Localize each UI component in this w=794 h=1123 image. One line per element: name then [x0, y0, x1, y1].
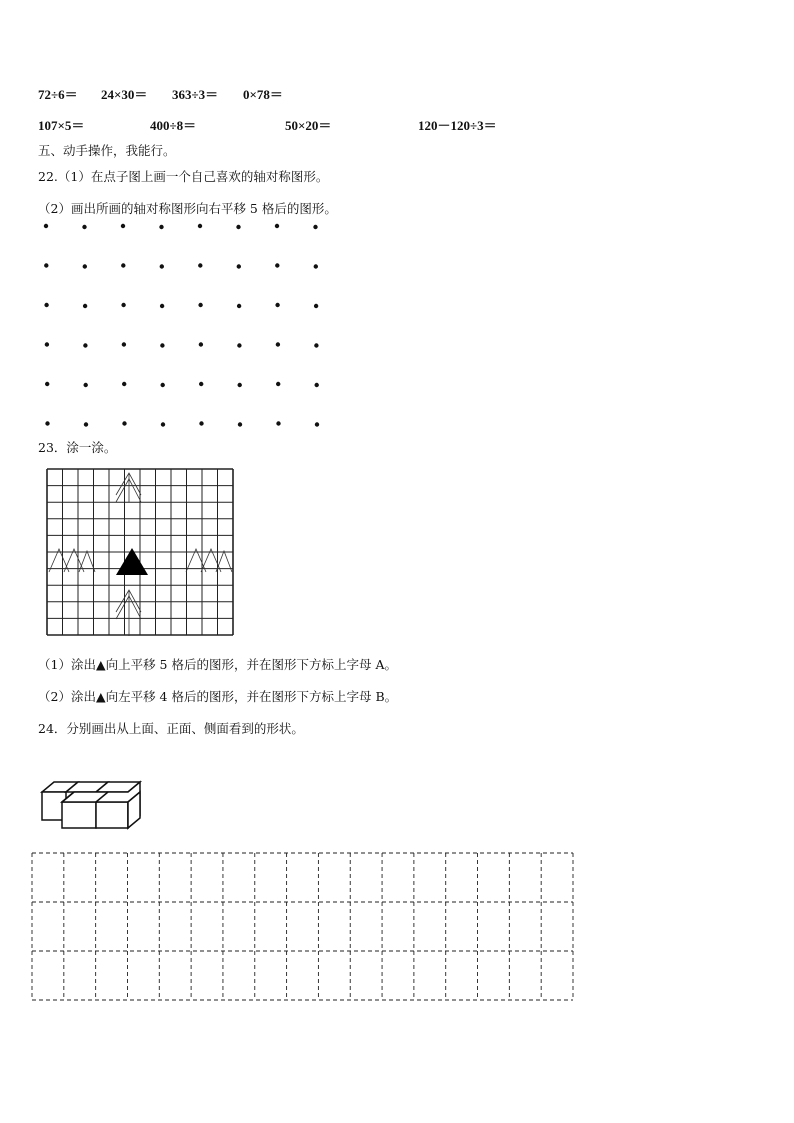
grid-dot	[275, 263, 279, 267]
grid-dot	[237, 264, 241, 268]
grid-dot	[160, 304, 164, 308]
grid-dot	[161, 422, 165, 426]
q22-part1: 22.（1）在点子图上画一个自己喜欢的轴对称图形。	[38, 169, 329, 184]
grid-dot	[121, 263, 125, 267]
grid-dot	[237, 343, 241, 347]
grid-dot	[276, 382, 280, 386]
grid-dot	[198, 224, 202, 228]
grid-dot	[83, 304, 87, 308]
cube-figure	[38, 780, 148, 835]
grid-dot	[44, 224, 48, 228]
grid-dot	[238, 383, 242, 387]
grid-dot	[161, 383, 165, 387]
q23-part2: （2）涂出▲向左平移 4 格后的图形，并在图形下方标上字母 B。	[38, 689, 398, 704]
grid-dot	[199, 342, 203, 346]
calc-24-times-30: 24×30＝	[101, 87, 148, 102]
grid-dot	[45, 342, 49, 346]
grid-dot	[122, 342, 126, 346]
grid-dot	[275, 303, 279, 307]
calc-50-times-20: 50×20＝	[285, 118, 332, 133]
grid-dot	[122, 382, 126, 386]
grid-dot	[199, 382, 203, 386]
grid-dot	[121, 224, 125, 228]
top-chevron-hint	[116, 473, 141, 502]
calc-120-minus-120-div-3: 120－120÷3＝	[418, 118, 497, 133]
grid-dot	[315, 422, 319, 426]
grid-dot	[44, 263, 48, 267]
calc-400-div-8: 400÷8＝	[150, 118, 197, 133]
q23-title: 23．涂一涂。	[38, 440, 117, 455]
grid-dot	[315, 383, 319, 387]
grid-dot	[199, 421, 203, 425]
q24-title: 24．分别画出从上面、正面、侧面看到的形状。	[38, 721, 304, 736]
grid-dot	[122, 421, 126, 425]
grid-dot	[84, 422, 88, 426]
grid-dot	[313, 225, 317, 229]
grid-dot	[198, 263, 202, 267]
grid-dot	[84, 383, 88, 387]
calc-72-div-6: 72÷6＝	[38, 87, 78, 102]
grid-dot	[237, 304, 241, 308]
answer-grid[interactable]	[31, 852, 574, 1001]
grid-dot	[45, 421, 49, 425]
grid-dot	[45, 382, 49, 386]
grid-dot	[314, 343, 318, 347]
calc-0-times-78: 0×78＝	[243, 87, 283, 102]
grid-dot	[238, 422, 242, 426]
grid-dot	[275, 224, 279, 228]
grid-dot	[236, 225, 240, 229]
grid-dot	[159, 225, 163, 229]
grid-dot	[160, 264, 164, 268]
grid-dot	[83, 264, 87, 268]
grid-dot	[276, 342, 280, 346]
grid-dot	[44, 303, 48, 307]
bottom-chevron-hint	[116, 590, 141, 636]
grid-dot	[198, 303, 202, 307]
square-grid	[46, 469, 234, 636]
calc-363-div-3: 363÷3＝	[172, 87, 219, 102]
q22-part2: （2）画出所画的轴对称图形向右平移 5 格后的图形。	[38, 201, 337, 216]
grid-dot	[314, 304, 318, 308]
grid-dot	[276, 421, 280, 425]
q23-part1: （1）涂出▲向上平移 5 格后的图形，并在图形下方标上字母 A。	[38, 657, 397, 672]
grid-dot	[83, 343, 87, 347]
calc-107-times-5: 107×5＝	[38, 118, 85, 133]
grid-dot	[121, 303, 125, 307]
grid-dot	[314, 264, 318, 268]
grid-dot	[160, 343, 164, 347]
section-five-heading: 五、动手操作，我能行。	[38, 143, 176, 158]
grid-dot	[82, 225, 86, 229]
